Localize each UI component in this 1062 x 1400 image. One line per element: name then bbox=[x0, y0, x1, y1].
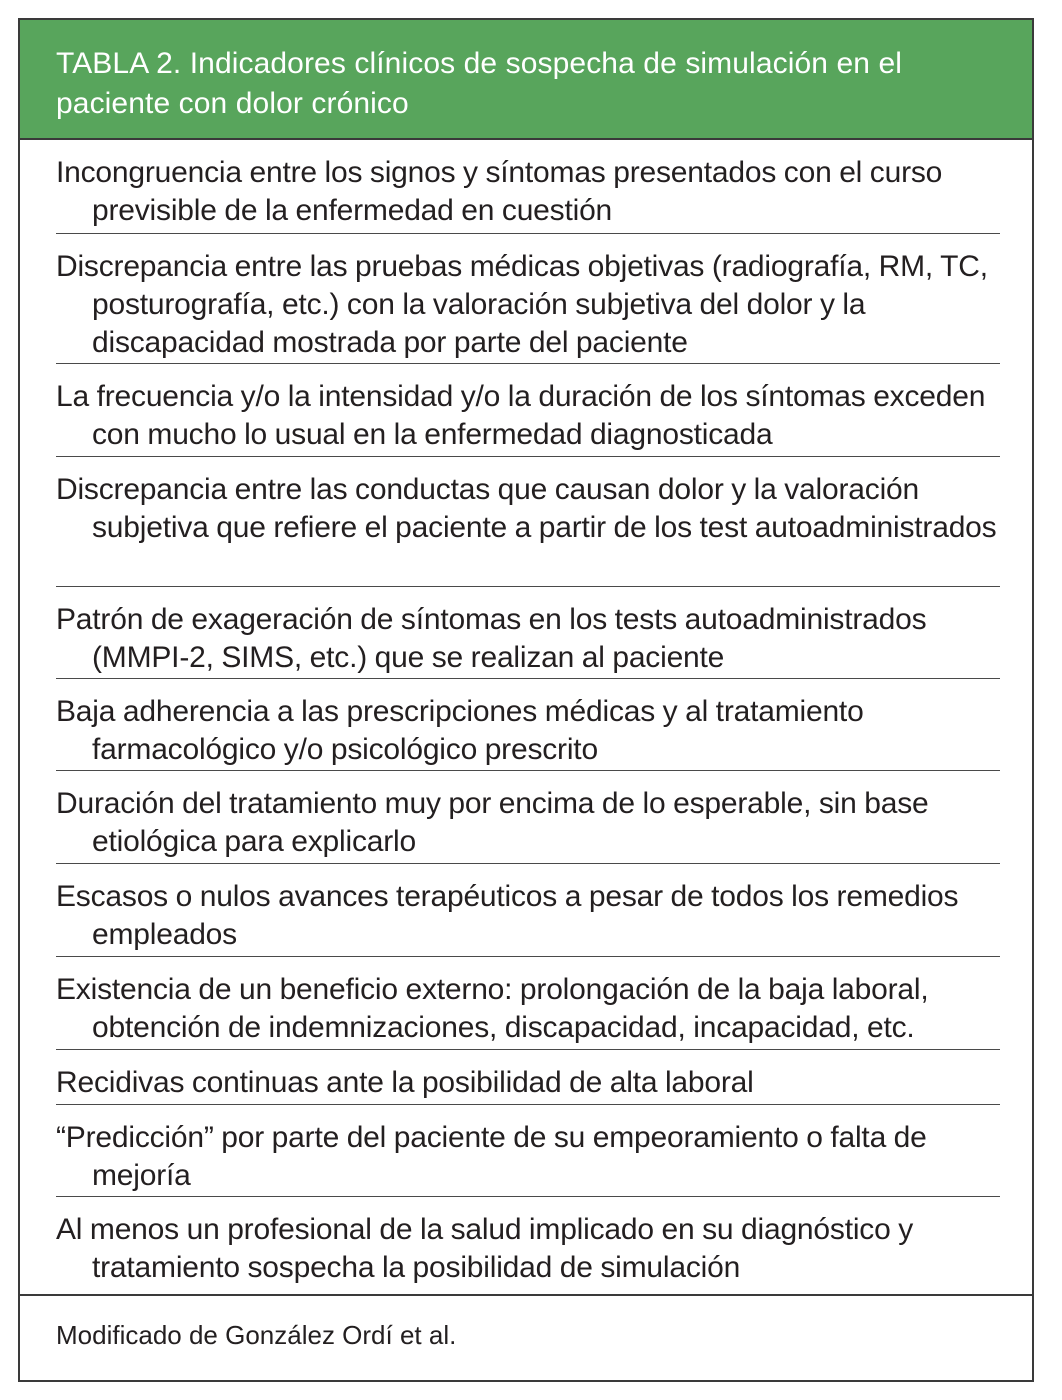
table-row bbox=[56, 234, 1000, 364]
table-row bbox=[56, 957, 1000, 1050]
table-row bbox=[56, 457, 1000, 587]
footer-divider bbox=[20, 1294, 1032, 1296]
table-row bbox=[56, 679, 1000, 771]
table-row bbox=[56, 864, 1000, 957]
row-text: Duración del tratamiento muy por encima de lo esperable, sin base etiológica para explicarlo bbox=[56, 787, 929, 858]
table-row bbox=[56, 1197, 1000, 1289]
row-text: Escasos o nulos avances terapéuticos a pesar de todos los remedios empleados bbox=[56, 880, 959, 951]
row-text: La frecuencia y/o la intensidad y/o la duración de los síntomas exceden con mucho lo usual en la enfermedad diagnosticada bbox=[56, 380, 986, 451]
table-row bbox=[56, 140, 1000, 234]
table-frame bbox=[18, 18, 1034, 1382]
row-text: Incongruencia entre los signos y síntomas presentados con el curso previsible de la enfermedad en cuestión bbox=[56, 156, 943, 227]
row-text: Al menos un profesional de la salud implicado en su diagnóstico y tratamiento sospecha la posibilidad de simulación bbox=[56, 1213, 914, 1284]
table-row bbox=[56, 771, 1000, 864]
table-header bbox=[20, 20, 1032, 140]
row-text: Existencia de un beneficio externo: prolongación de la baja laboral, obtención de indemnizaciones, discapacidad, incapacidad, etc. bbox=[56, 973, 929, 1044]
row-text: Discrepancia entre las pruebas médicas objetivas (radiografía, RM, TC, posturografía, etc.) con la valoración subjetiva del dolor y la discapacidad mostrada por parte del paciente bbox=[56, 250, 988, 359]
row-text: Baja adherencia a las prescripciones médicas y al tratamiento farmacológico y/o psicológico prescrito bbox=[56, 695, 864, 766]
table-row bbox=[56, 587, 1000, 679]
row-text: “Predicción” por parte del paciente de su empeoramiento o falta de mejoría bbox=[56, 1121, 927, 1192]
table-row bbox=[56, 1105, 1000, 1197]
table-body bbox=[56, 140, 1000, 1289]
table-row bbox=[56, 1050, 1000, 1105]
row-text: Recidivas continuas ante la posibilidad de alta laboral bbox=[56, 1066, 754, 1099]
table-title: TABLA 2. Indicadores clínicos de sospecha de simulación en el paciente con dolor crónico bbox=[56, 47, 903, 120]
row-text: Patrón de exageración de síntomas en los tests autoadministrados (MMPI-2, SIMS, etc.) que se realizan al paciente bbox=[56, 603, 927, 674]
table-row bbox=[56, 364, 1000, 457]
row-text: Discrepancia entre las conductas que causan dolor y la valoración subjetiva que refiere el paciente a partir de los test autoadministrados bbox=[56, 473, 997, 544]
table-footnote: Modificado de González Ordí et al. bbox=[56, 1320, 457, 1350]
